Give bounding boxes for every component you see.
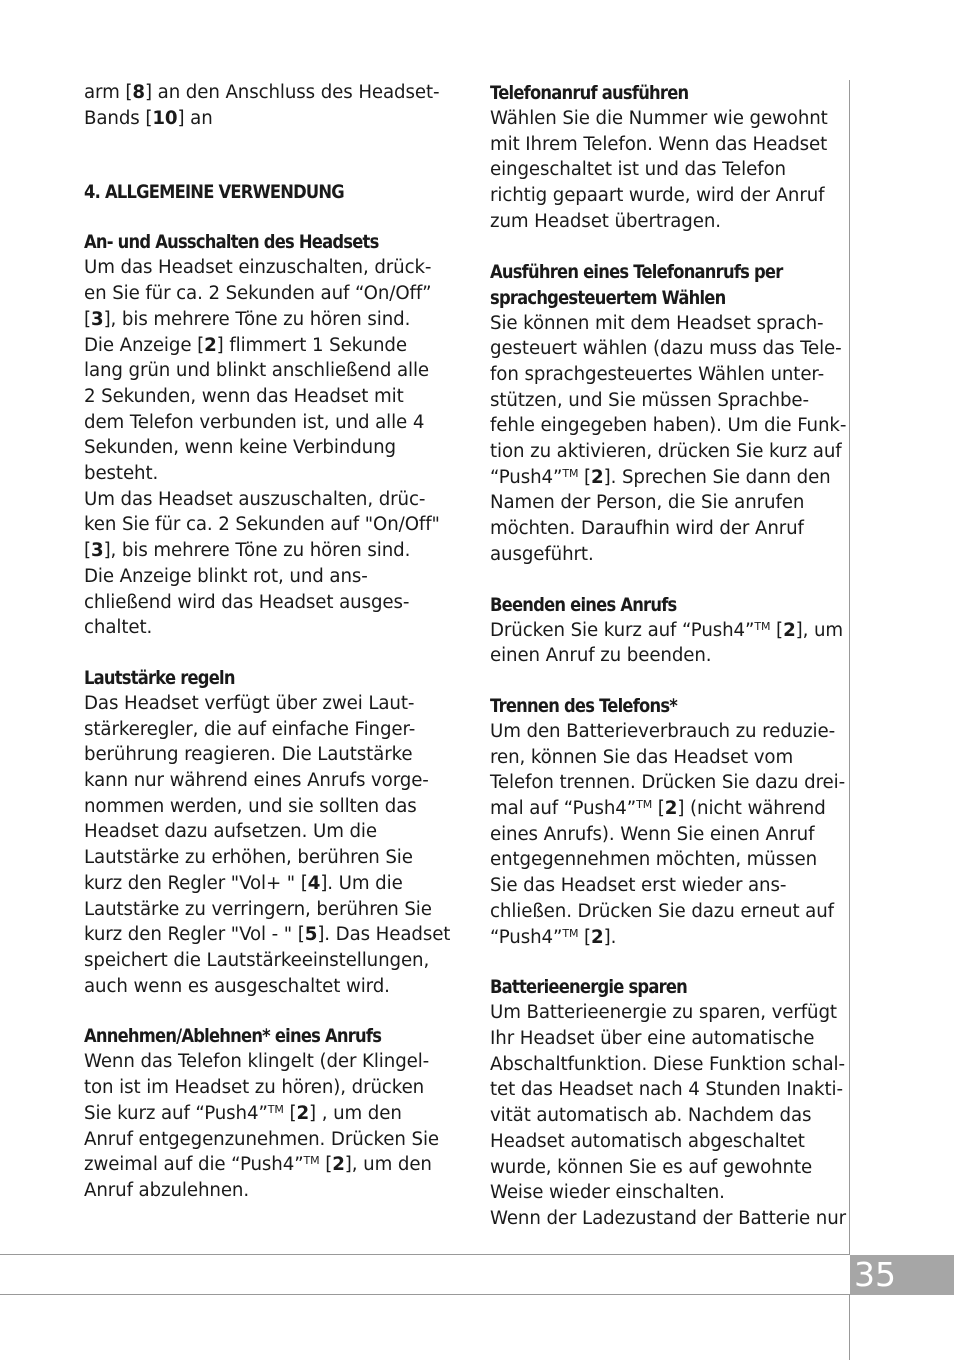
voice-dial-paragraph: Sie können mit dem Headset sprach- gesteuert wählen (dazu muss das Tele- fon sprachgesteuertes Wählen unter- stützen, und Sie müssen Sprachbe- fehle eingegeben haben). Um die Funk- tion zu aktivieren, drücken Sie kurz auf “Push4”™ [2]. Sprechen Sie dann den Namen der Person, die Sie anrufen möchten. Daraufhin wird der Anruf ausgeführt. [490,312,847,565]
heading-end-call: Beenden eines Anrufs [490,593,677,616]
heading-disconnect: Trennen des Telefons* [490,694,678,717]
on-off-paragraph-2: Um das Headset auszuschalten, drüc- ken Sie für ca. 2 Sekunden auf "On/Off" [3], bis mehrere Töne zu hören sind. Die Anzeige blinkt rot, und ans- chließend wird das Headset ausges- chaltet. [84,488,440,639]
footer-rule-top [0,1254,850,1255]
battery-paragraph: Um Batterieenergie zu sparen, verfügt Ihr Headset über eine automatische Abschaltfunktion. Diese Funktion schal- tet das Headset nach 4 Stunden Inakti- vität automatisch ab. Nachdem das Headset automatisch abgeschaltet wurde, können Sie es auf gewohnte Weise wieder einschalten. Wenn der Ladezustand der Batterie nur [490,1002,847,1229]
column-divider-bottom [849,1295,850,1360]
heading-voice-dial-2: sprachgesteuertem Wählen [490,286,726,309]
intro-paragraph [84,80,456,131]
right-column [490,80,852,1232]
heading-volume: Lautstärke regeln [84,666,235,689]
heading-answer-reject: Annehmen/Ablehnen* eines Anrufs [84,1025,382,1048]
left-column [84,80,456,1204]
volume-paragraph: Das Headset verfügt über zwei Laut- stärkeregler, die auf einfache Finger- berührung reagieren. Die Lautstärke kann nur während eines Anrufs vorge- nommen werden, und sie sollten das Headset dazu aufsetzen. Um die Lautstärke zu erhöhen, berühren Sie kurz den Regler "Vol+ " [4]. Um die Lautstärke zu verringern, berühren Sie kurz den Regler "Vol - " [5]. Das Headset speichert die Lautstärkeeinstellungen, auch wenn es ausgeschaltet wird. [84,692,451,997]
heading-battery: Batterieenergie sparen [490,976,688,999]
end-call-paragraph: Drücken Sie kurz auf “Push4”™ [2], um einen Anruf zu beenden. [490,619,844,667]
text-line: arm [8] an den Anschluss des Headset- [84,82,440,103]
heading-make-call: Telefonanruf ausführen [490,82,689,104]
page-number: 35 [850,1255,954,1295]
make-call-paragraph: Wählen Sie die Nummer wie gewohnt mit Ihrem Telefon. Wenn das Headset eingeschaltet ist und das Telefon richtig gepaart wurde, wird der Anruf zum Headset übertragen. [490,108,828,232]
heading-on-off: An- und Ausschalten des Headsets [84,231,379,254]
section-title: 4. ALLGEMEINE VERWENDUNG [84,181,344,204]
on-off-paragraph-1: Um das Headset einzuschalten, drück- en Sie für ca. 2 Sekunden auf “On/Off” [3], bis mehrere Töne zu hören sind. Die Anzeige [2] flimmert 1 Sekunde lang grün und blinkt anschließend alle 2 Sekunden, wenn das Headset mit dem Telefon verbunden ist, und alle 4 Sekunden, wenn keine Verbindung besteht. [84,257,432,485]
disconnect-paragraph: Um den Batterieverbrauch zu reduzie- ren, können Sie das Headset vom Telefon trennen. Drücken Sie dazu drei- mal auf “Push4”™ [2] (nicht während eines Anrufs). Wenn Sie einen Anruf entgegennehmen möchten, müssen Sie das Headset erst wieder ans- chließen. Drücken Sie dazu erneut auf “Push4”™ [2]. [490,720,846,948]
answer-paragraph: Wenn das Telefon klingelt (der Klingel- ton ist im Headset zu hören), drücken Sie kurz auf “Push4”™ [2] , um den Anruf entgegenzunehmen. Drücken Sie zweimal auf die “Push4”™ [2], um den Anruf abzulehnen. [84,1051,439,1201]
footer-rule-bottom [0,1294,954,1295]
text-line: Bands [10] an [84,107,213,129]
heading-voice-dial-1: Ausführen eines Telefonanrufs per [490,260,783,283]
